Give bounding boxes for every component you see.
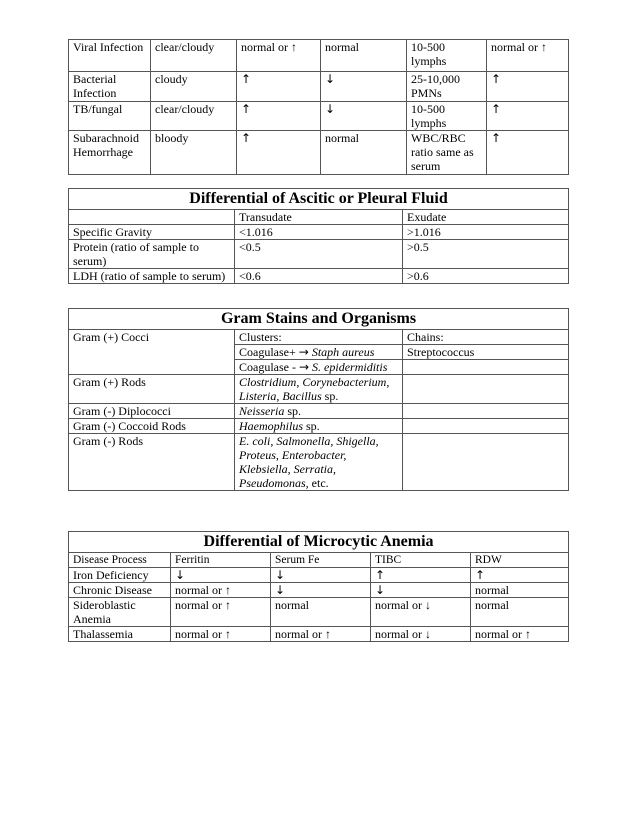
column-header: TIBC xyxy=(371,553,471,568)
table-cell xyxy=(235,375,403,404)
table-cell: bloody xyxy=(151,131,237,175)
table-row xyxy=(69,375,569,404)
table-cell: ↑ xyxy=(237,72,321,102)
table-cell: 25-10,000 PMNs xyxy=(407,72,487,102)
table-cell: ↑ xyxy=(487,131,569,175)
species-suffix: sp. xyxy=(303,419,320,433)
table-cell xyxy=(403,419,569,434)
table-cell: normal or ↑ xyxy=(171,583,271,598)
row-label: Sideroblastic Anemia xyxy=(69,598,171,627)
table-cell: ↓ xyxy=(271,568,371,583)
table-header-row xyxy=(69,553,569,568)
table-cell: normal xyxy=(321,40,407,72)
column-header: Exudate xyxy=(403,210,569,225)
organism-name: Neisseria xyxy=(239,404,285,418)
organism-name: E. coli, Salmonella, Shigella, Proteus, Enterobacter, Klebsiella, Serratia, Pseudomonas, xyxy=(239,434,379,490)
table-cell: Subarachnoid Hemorrhage xyxy=(69,131,151,175)
table-cell: <0.5 xyxy=(235,240,403,269)
row-label: LDH (ratio of sample to serum) xyxy=(69,269,235,284)
table-header-row xyxy=(69,210,569,225)
table-row xyxy=(69,269,569,284)
column-header: Disease Process xyxy=(69,553,171,568)
row-label: Gram (-) Coccoid Rods xyxy=(69,419,235,434)
table-title: Gram Stains and Organisms xyxy=(69,309,569,330)
table-cell: cloudy xyxy=(151,72,237,102)
table-cell: Bacterial Infection xyxy=(69,72,151,102)
table-title: Differential of Ascitic or Pleural Fluid xyxy=(69,189,569,210)
arrow-right-icon: → xyxy=(298,345,309,359)
table-cell: Clusters: xyxy=(235,330,403,345)
microcytic-anemia-table xyxy=(68,531,569,642)
table-cell: ↓ xyxy=(321,102,407,131)
organism-name: S. epidermiditis xyxy=(312,360,388,374)
row-label: Specific Gravity xyxy=(69,225,235,240)
etc-suffix: etc. xyxy=(308,476,329,490)
table-cell: Viral Infection xyxy=(69,40,151,72)
column-header: Ferritin xyxy=(171,553,271,568)
table-cell: normal xyxy=(471,598,569,627)
table-cell: ↓ xyxy=(171,568,271,583)
table-row xyxy=(69,330,569,345)
arrow-right-icon: → xyxy=(298,360,310,374)
table-cell: >0.6 xyxy=(403,269,569,284)
table-title: Differential of Microcytic Anemia xyxy=(69,532,569,553)
species-suffix: sp. xyxy=(321,389,339,403)
table-cell xyxy=(403,404,569,419)
table-cell xyxy=(403,375,569,404)
row-label: Iron Deficiency xyxy=(69,568,171,583)
table-row xyxy=(69,102,569,131)
table-cell: normal or ↑ xyxy=(237,40,321,72)
table-cell: ↑ xyxy=(237,102,321,131)
table-cell: normal or ↓ xyxy=(371,627,471,642)
table-cell: normal xyxy=(271,598,371,627)
table-cell xyxy=(235,419,403,434)
table-cell xyxy=(403,360,569,375)
table-cell: ↑ xyxy=(371,568,471,583)
row-label: Gram (+) Rods xyxy=(69,375,235,404)
table-row xyxy=(69,434,569,491)
row-label: Gram (+) Cocci xyxy=(69,330,235,375)
table-row xyxy=(69,225,569,240)
table-cell: ↑ xyxy=(487,102,569,131)
row-label: Gram (-) Diplococci xyxy=(69,404,235,419)
table-cell xyxy=(235,360,403,375)
row-label: Thalassemia xyxy=(69,627,171,642)
table-cell: >0.5 xyxy=(403,240,569,269)
table-cell: normal or ↑ xyxy=(271,627,371,642)
table-cell xyxy=(403,434,569,491)
organism-name: Staph aureus xyxy=(311,345,375,359)
table-cell: <1.016 xyxy=(235,225,403,240)
table-cell: Streptococcus xyxy=(403,345,569,360)
table-row xyxy=(69,568,569,583)
row-label: Gram (-) Rods xyxy=(69,434,235,491)
table-row xyxy=(69,404,569,419)
table-row xyxy=(69,627,569,642)
table-cell: ↓ xyxy=(271,583,371,598)
table-cell: 10-500 lymphs xyxy=(407,40,487,72)
organism-prefix: Coagulase+ xyxy=(239,345,299,359)
table-cell: clear/cloudy xyxy=(151,102,237,131)
table-row xyxy=(69,72,569,102)
table-row xyxy=(69,598,569,627)
table-cell: ↑ xyxy=(237,131,321,175)
table-row xyxy=(69,419,569,434)
table-cell: 10-500 lymphs xyxy=(407,102,487,131)
table-cell: normal xyxy=(471,583,569,598)
column-header: Serum Fe xyxy=(271,553,371,568)
table-cell: WBC/RBC ratio same as serum xyxy=(407,131,487,175)
table-cell: normal or ↑ xyxy=(171,627,271,642)
table-cell: normal or ↑ xyxy=(171,598,271,627)
table-row xyxy=(69,131,569,175)
table-cell: clear/cloudy xyxy=(151,40,237,72)
table-row xyxy=(69,240,569,269)
table-cell: normal or ↑ xyxy=(471,627,569,642)
table-cell: <0.6 xyxy=(235,269,403,284)
table-title-row xyxy=(69,309,569,330)
table-cell: ↑ xyxy=(487,72,569,102)
organism-name: Haemophilus xyxy=(239,419,303,433)
organism-name: Clostridium, Corynebacterium, Listeria, Bacillus xyxy=(239,375,390,403)
table-title-row xyxy=(69,532,569,553)
table-cell: normal xyxy=(321,131,407,175)
organism-prefix: Coagulase - xyxy=(239,360,299,374)
gram-stains-table xyxy=(68,308,569,491)
row-label: Chronic Disease xyxy=(69,583,171,598)
table-cell: ↓ xyxy=(321,72,407,102)
column-header: RDW xyxy=(471,553,569,568)
table-row xyxy=(69,583,569,598)
table-cell xyxy=(235,345,403,360)
row-label: Protein (ratio of sample to serum) xyxy=(69,240,235,269)
column-header xyxy=(69,210,235,225)
table-cell: >1.016 xyxy=(403,225,569,240)
ascitic-fluid-table xyxy=(68,188,569,284)
csf-table xyxy=(68,39,569,175)
table-row xyxy=(69,40,569,72)
species-suffix: sp. xyxy=(284,404,302,418)
table-cell: normal or ↑ xyxy=(487,40,569,72)
column-header: Transudate xyxy=(235,210,403,225)
table-cell: TB/fungal xyxy=(69,102,151,131)
table-cell xyxy=(235,404,403,419)
table-cell: normal or ↓ xyxy=(371,598,471,627)
table-title-row xyxy=(69,189,569,210)
table-cell: ↑ xyxy=(471,568,569,583)
table-cell xyxy=(235,434,403,491)
table-cell: Chains: xyxy=(403,330,569,345)
table-cell: ↓ xyxy=(371,583,471,598)
